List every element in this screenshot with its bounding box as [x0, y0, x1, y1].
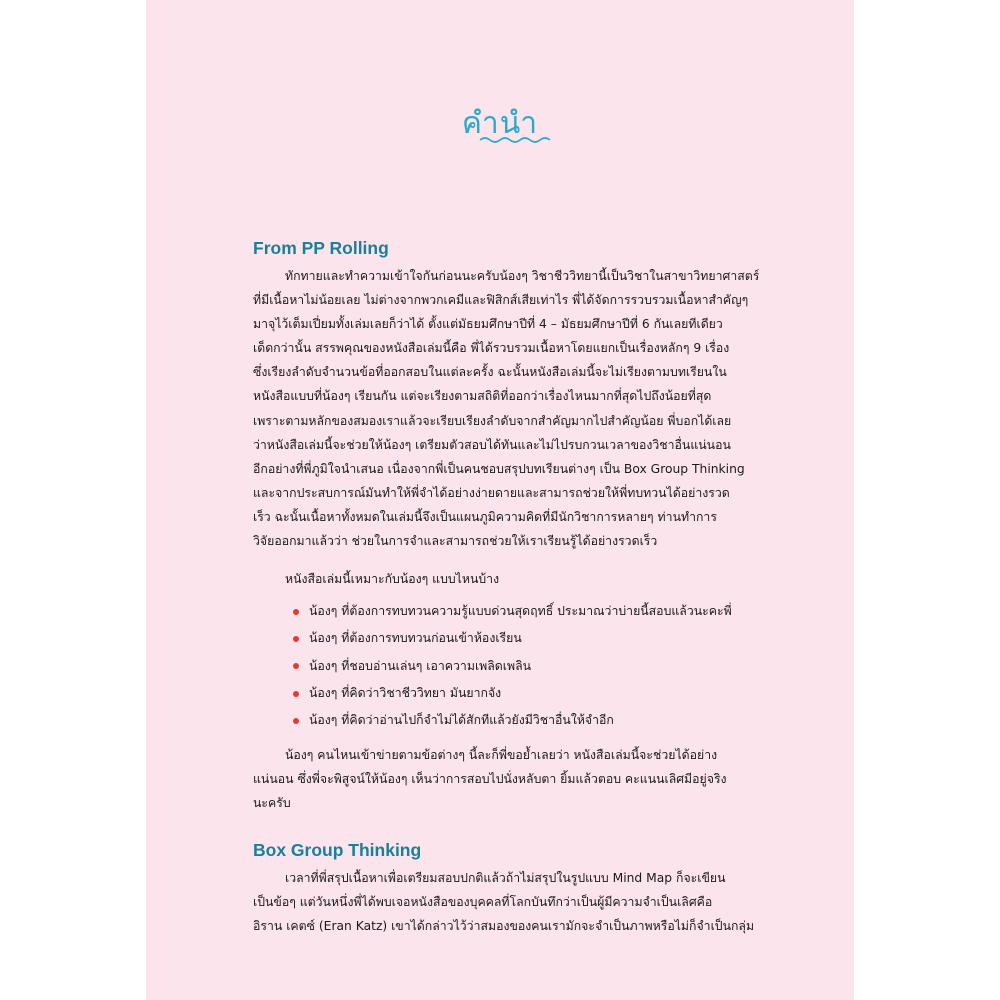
title-wave-underline: [478, 135, 554, 145]
closing-paragraph: [253, 743, 798, 815]
bullet-dot-icon: [293, 609, 299, 615]
box-group-paragraph: [253, 866, 798, 938]
list-item: [293, 653, 732, 680]
bullet-dot-icon: [293, 691, 299, 697]
paragraph-line: เป็นข้อๆ แต่วันหนึ่งพี่ได้พบเจอหนังสือของบุคคลที่โลกบันทึกว่าเป็นผู้มีความจำเป็นเลิศคือ: [253, 895, 713, 910]
bullet-dot-icon: [293, 718, 299, 724]
paragraph-line: อีกอย่างที่พี่ภูมิใจนำเสนอ เนื่องจากพี่เป็นคนชอบสรุปบทเรียนต่างๆ เป็น Box Group Thinking: [253, 461, 745, 476]
page-title: คำนำ: [461, 106, 539, 141]
document-page: [146, 0, 854, 1000]
list-item-text: น้องๆ ที่ต้องการทบทวนความรู้แบบด่วนสุดฤทธิ์ ประมาณว่าบ่ายนี้สอบแล้วนะคะพี่: [309, 604, 732, 619]
paragraph-line: เวลาที่พี่สรุปเนื้อหาเพื่อเตรียมสอบปกติแล้วถ้าไม่สรุปในรูปแบบ Mind Map ก็จะเขียน: [285, 871, 726, 885]
intro-paragraph: [253, 264, 798, 553]
paragraph-line: หนังสือแบบที่น้องๆ เรียนกัน แต่จะเรียงตามสถิติที่ออกว่าเรื่องไหนมากที่สุดไปถึงน้อยที่สุด: [253, 389, 712, 404]
section-heading-from-pp-rolling: From PP Rolling: [253, 238, 389, 258]
list-item-text: น้องๆ ที่คิดว่าวิชาชีววิทยา มันยากจัง: [309, 686, 502, 701]
list-item-text: น้องๆ ที่ชอบอ่านเล่นๆ เอาความเพลิดเพลิน: [309, 658, 532, 673]
list-item: [293, 598, 732, 625]
paragraph-line: ว่าหนังสือเล่มนี้จะช่วยให้น้องๆ เตรียมตัวสอบได้ทันและไม่ไปรบกวนเวลาของวิชาอื่นแน่นอน: [253, 437, 731, 452]
list-item-text: น้องๆ ที่ต้องการทบทวนก่อนเข้าห้องเรียน: [309, 631, 522, 646]
paragraph-line: เร็ว ฉะนั้นเนื้อหาทั้งหมดในเล่มนี้จึงเป็นแผนภูมิความคิดที่มีนักวิชาการหลายๆ ท่านทำการ: [253, 509, 717, 524]
paragraph-line: น้องๆ คนไหนเข้าข่ายตามข้อต่างๆ นี้ละก็พี่ขอย้ำเลยว่า หนังสือเล่มนี้จะช่วยได้อย่าง: [285, 748, 718, 762]
paragraph-line: เด็ดกว่านั้น สรรพคุณของหนังสือเล่มนี้คือ พี่ได้รวบรวมเนื้อหาโดยแยกเป็นเรื่องหลักๆ 9 เรื่อง: [253, 341, 730, 356]
paragraph-line: มาจุไว้เต็มเปี่ยมทั้งเล่มเลยก็ว่าได้ ตั้งแต่มัธยมศึกษาปีที่ 4 – มัธยมศึกษาปีที่ 6 กันเลยทีเดียว: [253, 317, 723, 332]
paragraph-line: ที่มีเนื้อหาไม่น้อยเลย ไม่ต่างจากพวกเคมีและฟิสิกส์เสียเท่าไร พี่ได้จัดการรวบรวมเนื้อหาสำคัญๆ: [253, 293, 749, 308]
paragraph-line: เพราะตามหลักของสมองเราแล้วจะเรียบเรียงลำดับจากสำคัญมากไปสำคัญน้อย พี่บอกได้เลย: [253, 413, 732, 428]
paragraph-line: แน่นอน ซึ่งพี่จะพิสูจน์ให้น้องๆ เห็นว่าการสอบไปนั่งหลับตา ยิ้มแล้วตอบ คะแนนเลิศมีอยู่จริง: [253, 772, 727, 787]
list-item: [293, 707, 732, 734]
paragraph-line: และจากประสบการณ์มันทำให้พี่จำได้อย่างง่ายดายและสามารถช่วยให้พี่ทบทวนได้อย่างรวด: [253, 485, 730, 500]
section-heading-box-group-thinking: Box Group Thinking: [253, 840, 422, 860]
paragraph-line: นะครับ: [253, 796, 291, 811]
list-item: [293, 625, 732, 652]
paragraph-line: ทักทายและทำความเข้าใจกันก่อนนะครับน้องๆ วิชาชีววิทยานี้เป็นวิชาในสาขาวิทยาศาสตร์: [285, 269, 760, 283]
paragraph-line: วิจัยออกมาแล้วว่า ช่วยในการจำและสามารถช่วยให้เราเรียนรู้ได้อย่างรวดเร็ว: [253, 534, 658, 549]
audience-bullet-list: [293, 598, 732, 734]
bullet-dot-icon: [293, 636, 299, 642]
list-item-text: น้องๆ ที่คิดว่าอ่านไปก็จำไม่ได้สักทีแล้วยังมีวิชาอื่นให้จำอีก: [309, 713, 614, 728]
bullet-intro: หนังสือเล่มนี้เหมาะกับน้องๆ แบบไหนบ้าง: [285, 572, 500, 586]
paragraph-line: อิราน เคตซ์ (Eran Katz) เขาได้กล่าวไว้ว่าสมองของคนเรามักจะจำเป็นภาพหรือไม่ก็จำเป็นกลุ่ม: [253, 919, 755, 934]
bullet-dot-icon: [293, 663, 299, 669]
paragraph-line: ซึ่งเรียงลำดับจำนวนข้อที่ออกสอบในแต่ละครั้ง ฉะนั้นหนังสือเล่มนี้จะไม่เรียงตามบทเรียนใน: [253, 365, 727, 380]
list-item: [293, 680, 732, 707]
